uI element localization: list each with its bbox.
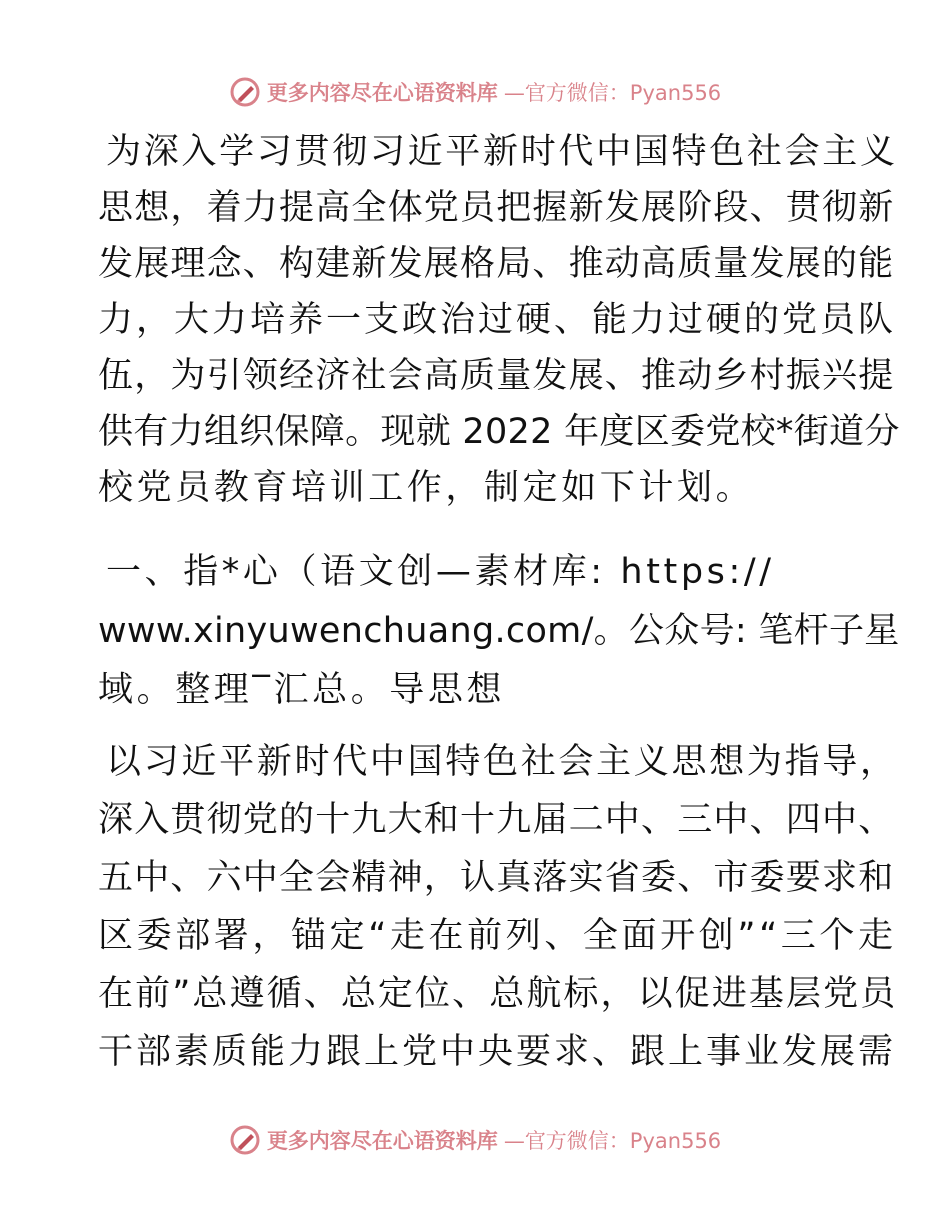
paragraph2-line: 五中、六中全会精神，认真落实省委、市委要求和 (98, 858, 895, 898)
paragraph2-line: 以习近平新时代中国特色社会主义思想为指导， (106, 742, 898, 782)
section-heading-line: 一、指*心（语文创—素材库: https:// (106, 552, 775, 592)
footer-banner (0, 1120, 950, 1160)
brand-logo-icon (229, 1124, 261, 1156)
paragraph1-line: 伍，为引领经济社会高质量发展、推动乡村振兴提 (98, 356, 895, 396)
paragraph1-line: 思想，着力提高全体党员把握新发展阶段、贯彻新 (98, 188, 895, 228)
paragraph1-line: 为深入学习贯彻习近平新时代中国特色社会主义 (106, 132, 898, 172)
banner-text: 更多内容尽在心语资料库 (266, 81, 498, 105)
paragraph2-line: 在前”总遵循、总定位、总航标，以促进基层党员 (98, 974, 898, 1014)
banner-wechat: —官方微信：Pyan556 (503, 1129, 722, 1153)
brand-logo-icon (229, 76, 261, 108)
section-heading-line: www.xinyuwenchuang.com/。公众号: 笔杆子星 (98, 611, 900, 651)
banner-text: 更多内容尽在心语资料库 (266, 1129, 498, 1153)
banner-wechat: —官方微信：Pyan556 (503, 81, 722, 105)
paragraph2-line: 深入贯彻党的十九大和十九届二中、三中、四中、 (98, 800, 895, 840)
paragraph1-line: 供有力组织保障。现就 2022 年度区委党校*街道分 (98, 412, 900, 452)
paragraph2-line: 干部素质能力跟上党中央要求、跟上事业发展需 (98, 1032, 897, 1072)
paragraph2-line: 区委部署，锚定“走在前列、全面开创”“三个走 (98, 916, 897, 956)
paragraph1-line: 校党员教育培训工作，制定如下计划。 (98, 468, 755, 508)
section-heading-line: 域。整理‾汇总。导思想 (98, 670, 506, 710)
header-banner (0, 72, 950, 112)
paragraph1-line: 力，大力培养一支政治过硬、能力过硬的党员队 (98, 300, 897, 340)
paragraph1-line: 发展理念、构建新发展格局、推动高质量发展的能 (98, 244, 895, 284)
